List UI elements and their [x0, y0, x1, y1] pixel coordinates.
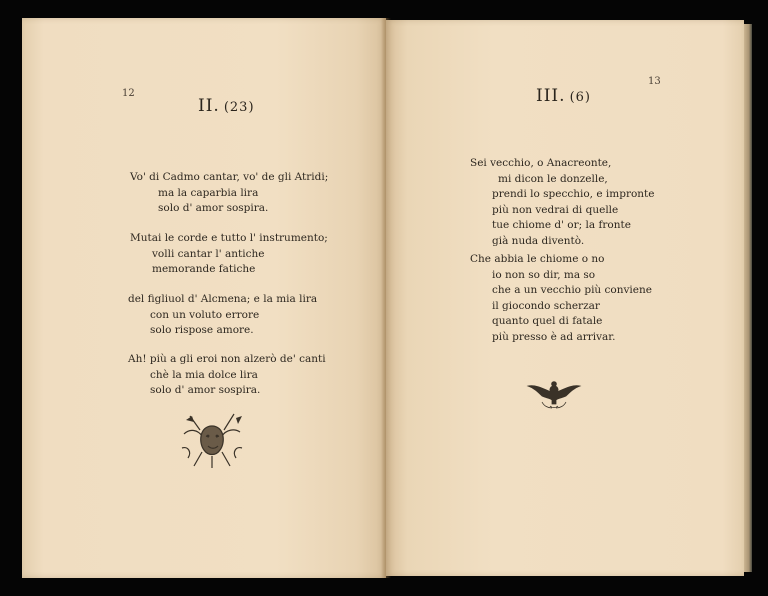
poem-title-right — [536, 86, 591, 106]
page-number-left: 12 — [122, 88, 135, 99]
verse-line: il giocondo scherzar — [492, 299, 600, 312]
verse-line: Ah! più a gli eroi non alzerò de' canti — [128, 353, 326, 365]
right-page — [386, 20, 744, 576]
stanza-left-2 — [130, 231, 328, 278]
verse-line: ma la caparbia lira — [158, 186, 259, 199]
verse-line: Vo' di Cadmo cantar, vo' de gli Atridi; — [130, 171, 329, 183]
verse-line: chè la mia dolce lira — [150, 368, 258, 381]
stanza-right-1 — [470, 156, 654, 249]
verse-line: volli cantar l' antiche — [152, 247, 265, 260]
poem-number-left: II. — [198, 96, 220, 116]
left-page — [22, 18, 386, 578]
verse-line: che a un vecchio più conviene — [492, 284, 652, 296]
verse-line: mi dicon le donzelle, — [498, 172, 608, 185]
poem-title-left — [198, 96, 255, 116]
poem-number-right: III. — [536, 86, 566, 106]
verse-line: quanto quel di fatale — [492, 315, 603, 327]
verse-line: Sei vecchio, o Anacreonte, — [470, 157, 612, 169]
verse-line: solo rispose amore. — [150, 324, 254, 336]
verse-line: del figliuol d' Alcmena; e la mia lira — [128, 293, 318, 305]
stanza-left-3 — [128, 292, 317, 339]
poem-reference-left: (23) — [223, 100, 255, 115]
stanza-left-1 — [130, 170, 328, 217]
verse-line: solo d' amor sospira. — [158, 202, 269, 214]
poem-reference-right: (6) — [569, 90, 591, 105]
page-number-right: 13 — [648, 76, 661, 87]
verse-line: io non so dir, ma so — [492, 268, 596, 281]
satyr-mask-ornament-icon — [176, 408, 248, 470]
verse-line: più presso è ad arrivar. — [492, 330, 616, 343]
verse-line: prendi lo specchio, e impronte — [492, 188, 655, 200]
verse-line: memorande fatiche — [152, 263, 256, 275]
verse-line: con un voluto errore — [150, 308, 260, 321]
verse-line: tue chiome d' or; la fronte — [492, 219, 631, 231]
verse-line: già nuda diventò. — [492, 234, 585, 247]
verse-line: solo d' amor sospira. — [150, 384, 261, 396]
verse-line: Che abbia le chiome o no — [470, 253, 605, 265]
verse-line: più non vedrai di quelle — [492, 203, 619, 216]
eagle-ornament-icon — [526, 378, 582, 412]
verse-line: Mutai le corde e tutto l' instrumento; — [130, 232, 328, 244]
stanza-right-2 — [470, 252, 652, 345]
page-edges — [744, 24, 752, 572]
stanza-left-4 — [128, 352, 326, 399]
